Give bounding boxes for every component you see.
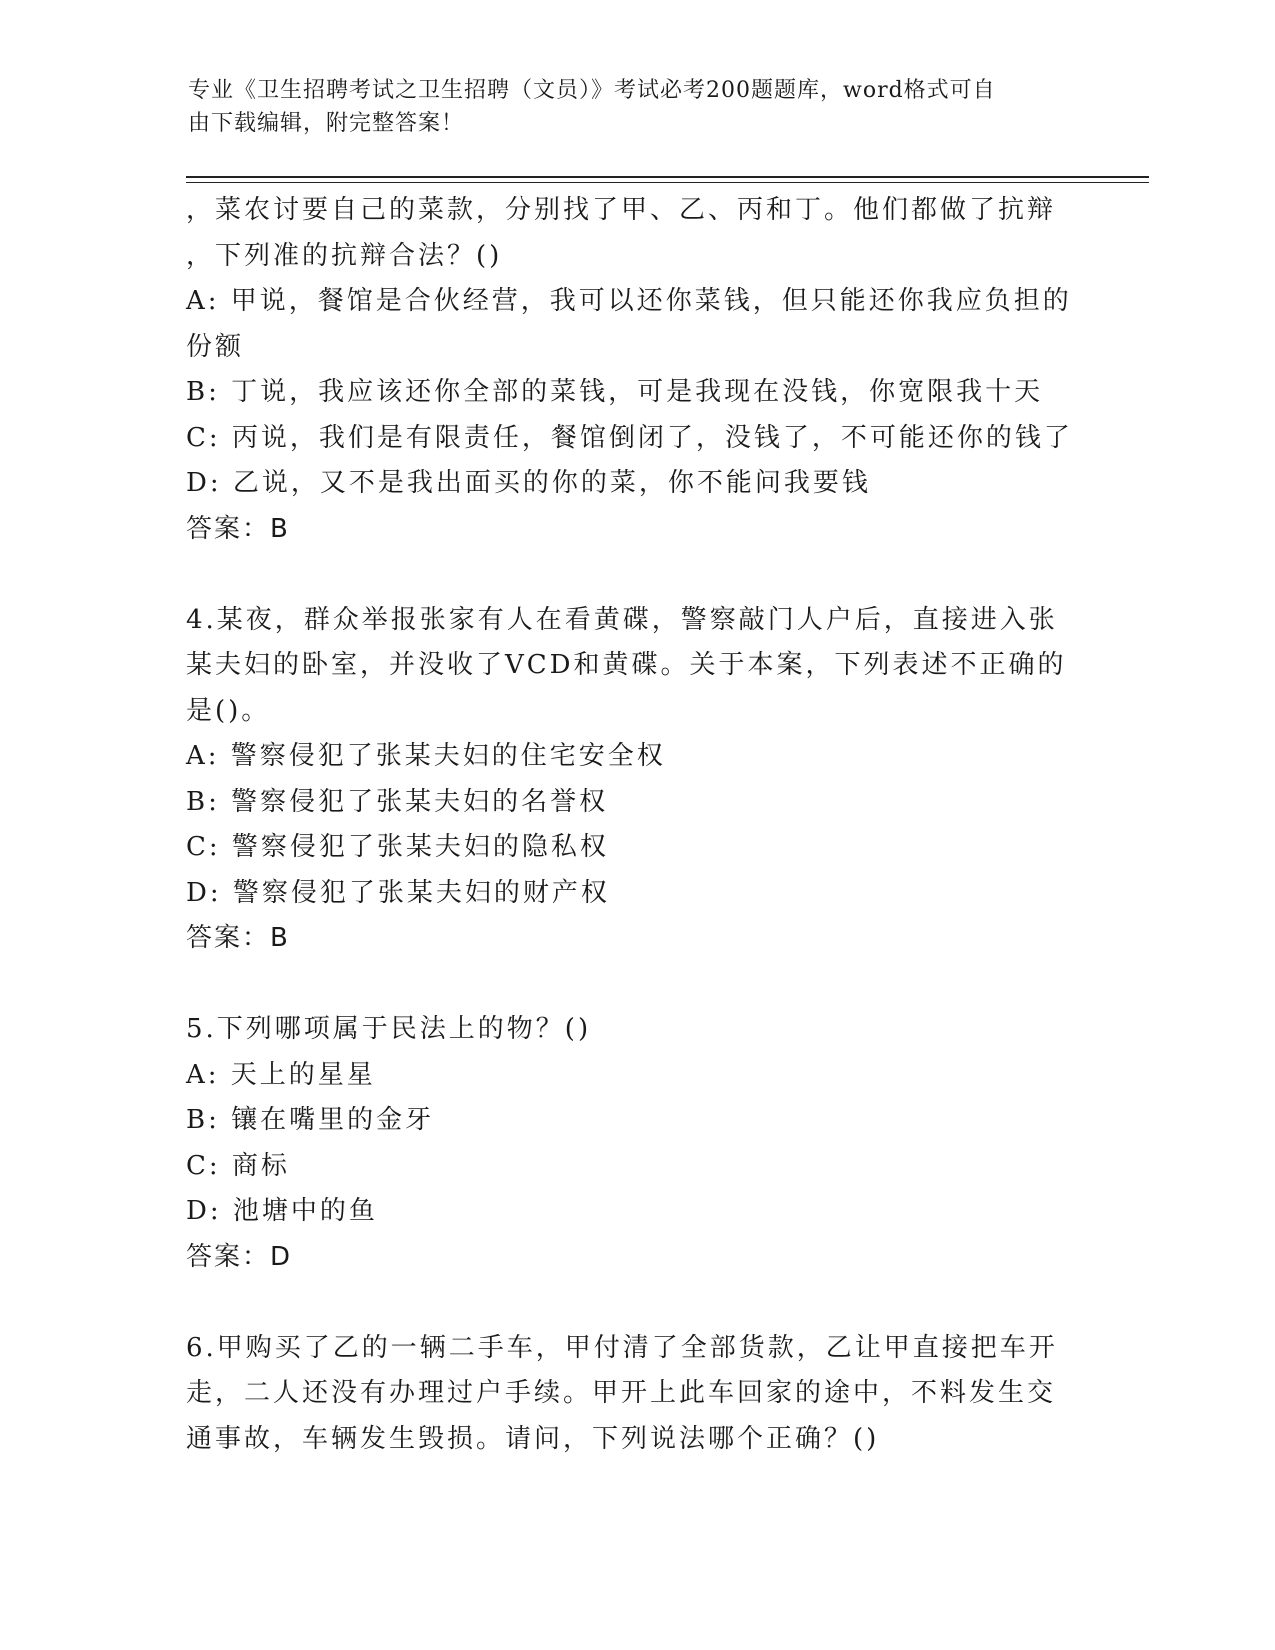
option-b: B: 警察侵犯了张某夫妇的名誉权 <box>186 786 609 817</box>
option-a: A: 警察侵犯了张某夫妇的住宅安全权 <box>186 741 666 771</box>
answer-label: 答案：B <box>186 923 290 953</box>
spacer <box>186 552 1086 598</box>
question-stem-line: ，下列准的抗辩合法？() <box>186 240 503 271</box>
option-c: C: 警察侵犯了张某夫妇的隐私权 <box>186 832 609 862</box>
answer-label: 答案：D <box>186 1241 293 1272</box>
header-line-1: 专业《卫生招聘考试之卫生招聘（文员）》考试必考200题题库，word格式可自 <box>188 78 996 103</box>
option-a: A: 甲说，餐馆是合伙经营，我可以还你菜钱，但只能还你我应负担的 <box>186 286 1072 316</box>
option-a: A: 天上的星星 <box>186 1059 376 1090</box>
question-stem-line: 某夫妇的卧室，并没收了VCD和黄碟。关于本案，下列表述不正确的 <box>186 650 1067 680</box>
question-stem-line: 通事故，车辆发生毁损。请问，下列说法哪个正确？() <box>186 1423 880 1454</box>
header-rule-thick <box>186 176 1149 178</box>
answer-label: 答案：B <box>186 513 290 544</box>
question-stem-line: 5.下列哪项属于民法上的物？() <box>186 1014 592 1044</box>
document-body <box>186 188 1086 1462</box>
option-d: D: 池塘中的鱼 <box>186 1196 378 1226</box>
question-stem-line: 是()。 <box>186 695 271 726</box>
option-d: D: 警察侵犯了张某夫妇的财产权 <box>186 877 610 908</box>
question-3 <box>186 188 1086 552</box>
spacer <box>186 1280 1086 1326</box>
option-b: B: 镶在嘴里的金牙 <box>186 1105 435 1135</box>
header-rule-thin <box>186 182 1149 183</box>
question-stem-line: 6.甲购买了乙的一辆二手车，甲付清了全部货款，乙让甲直接把车开 <box>186 1332 1058 1363</box>
option-c: C: 丙说，我们是有限责任，餐馆倒闭了，没钱了，不可能还你的钱了 <box>186 422 1073 453</box>
question-6 <box>186 1326 1086 1463</box>
page-header <box>188 74 1068 140</box>
question-stem-line: ，菜农讨要自己的菜款，分别找了甲、乙、丙和丁。他们都做了抗辩 <box>186 195 1057 225</box>
header-line-2: 由下载编辑，附完整答案！ <box>188 111 465 136</box>
option-c: C: 商标 <box>186 1150 290 1181</box>
spacer <box>186 962 1086 1008</box>
option-b: B: 丁说，我应该还你全部的菜钱，可是我现在没钱，你宽限我十天 <box>186 377 1044 407</box>
question-5 <box>186 1007 1086 1280</box>
question-stem-line: 4.某夜，群众举报张家有人在看黄碟，警察敲门人户后，直接进入张 <box>186 604 1058 635</box>
option-a-continued: 份额 <box>186 331 245 362</box>
option-d: D: 乙说，又不是我出面买的你的菜，你不能问我要钱 <box>186 468 871 498</box>
question-4 <box>186 598 1086 962</box>
question-stem-line: 走，二人还没有办理过户手续。甲开上此车回家的途中，不料发生交 <box>186 1378 1057 1408</box>
